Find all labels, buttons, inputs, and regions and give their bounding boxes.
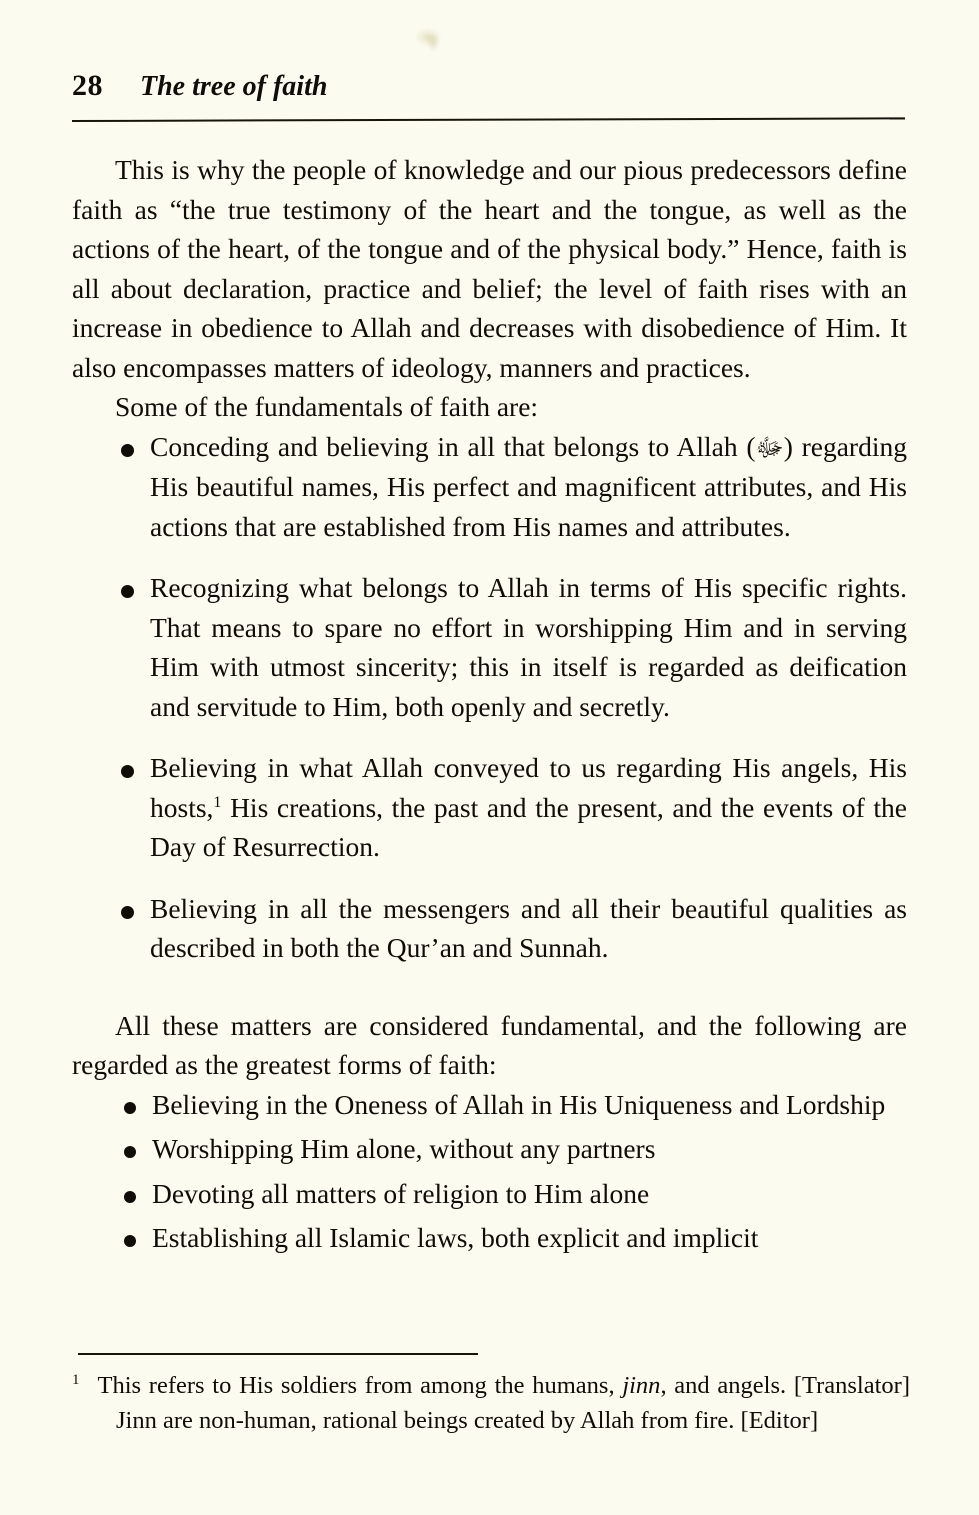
list-item: Believing in the Oneness of Allah in His Uniqueness and Lordship <box>72 1085 907 1125</box>
list-item: Worshipping Him alone, without any partners <box>72 1129 907 1169</box>
body-text-block <box>72 150 907 1263</box>
paragraph-2: Some of the fundamentals of faith are: <box>115 391 539 422</box>
list-item: Believing in all the messengers and all their beautiful qualities as described in both the Qur’an and Sunnah. <box>72 889 907 968</box>
page-content <box>72 0 910 1515</box>
fundamentals-of-faith-list <box>72 427 907 968</box>
list-item: Devoting all matters of religion to Him alone <box>72 1174 907 1214</box>
list-item: Recognizing what belongs to Allah in terms of His specific rights. That means to spare no effort in worshipping Him and in serving Him with utmost sincerity; this in itself is regarded as deification and servitude to Him, both openly and secretly. <box>72 568 907 726</box>
running-head <box>72 68 907 112</box>
list-item <box>72 427 907 547</box>
footnote-italic-term: jinn <box>622 1372 661 1399</box>
header-rule-divider <box>72 117 905 122</box>
paragraph-3: All these matters are considered fundamental, and the following are regarded as the greatest forms of faith: <box>72 1009 907 1080</box>
bullet-text-after-marker: His creations, the past and the present, and the events of the Day of Resurrection. <box>150 791 907 862</box>
list-item <box>72 748 907 867</box>
bullet-text-before-marker: Believing in what Allah conveyed to us regarding His angels, His hosts, <box>150 752 907 823</box>
list-item: Establishing all Islamic laws, both explicit and implicit <box>72 1218 907 1258</box>
footnote-reference-marker[interactable]: 1 <box>213 793 222 811</box>
footnote-block <box>72 1368 910 1438</box>
footnote-separator-rule <box>78 1353 478 1355</box>
footnote-text-part-1: This refers to His soldiers from among the humans, <box>97 1372 623 1399</box>
paragraph-1: This is why the people of knowledge and our pious predecessors define faith as “the true testimony of the heart and the tongue, as well as the actions of the heart, of the tongue and of the physical body.” Hence, faith is all about declaration, practice and belief; the level of faith rises with an increase in obedience to Allah and decreases with disobedience of Him. It also encompasses matters of ideology, manners and practices. <box>72 154 907 383</box>
page-number: 28 <box>72 69 103 102</box>
footnote-text <box>72 1368 910 1438</box>
greatest-forms-of-faith-list <box>72 1085 907 1258</box>
running-head-title: The tree of faith <box>140 71 328 102</box>
bullet-text-after-honorific: ) regarding His beautiful names, His perfect and magnificent attributes, and His actions that are established from His names and attributes. <box>150 430 907 542</box>
spacer <box>72 990 907 1006</box>
subhanahu-wa-taala-glyph: ﷻ <box>755 432 784 462</box>
footnote-number-marker: 1 <box>72 1371 80 1388</box>
footnote-text-part-2: , and angels. [Translator] Jinn are non-human, rational beings created by Allah from fire. [Editor] <box>116 1372 910 1434</box>
bullet-text-before-honorific: Conceding and believing in all that belongs to Allah ( <box>150 430 756 462</box>
